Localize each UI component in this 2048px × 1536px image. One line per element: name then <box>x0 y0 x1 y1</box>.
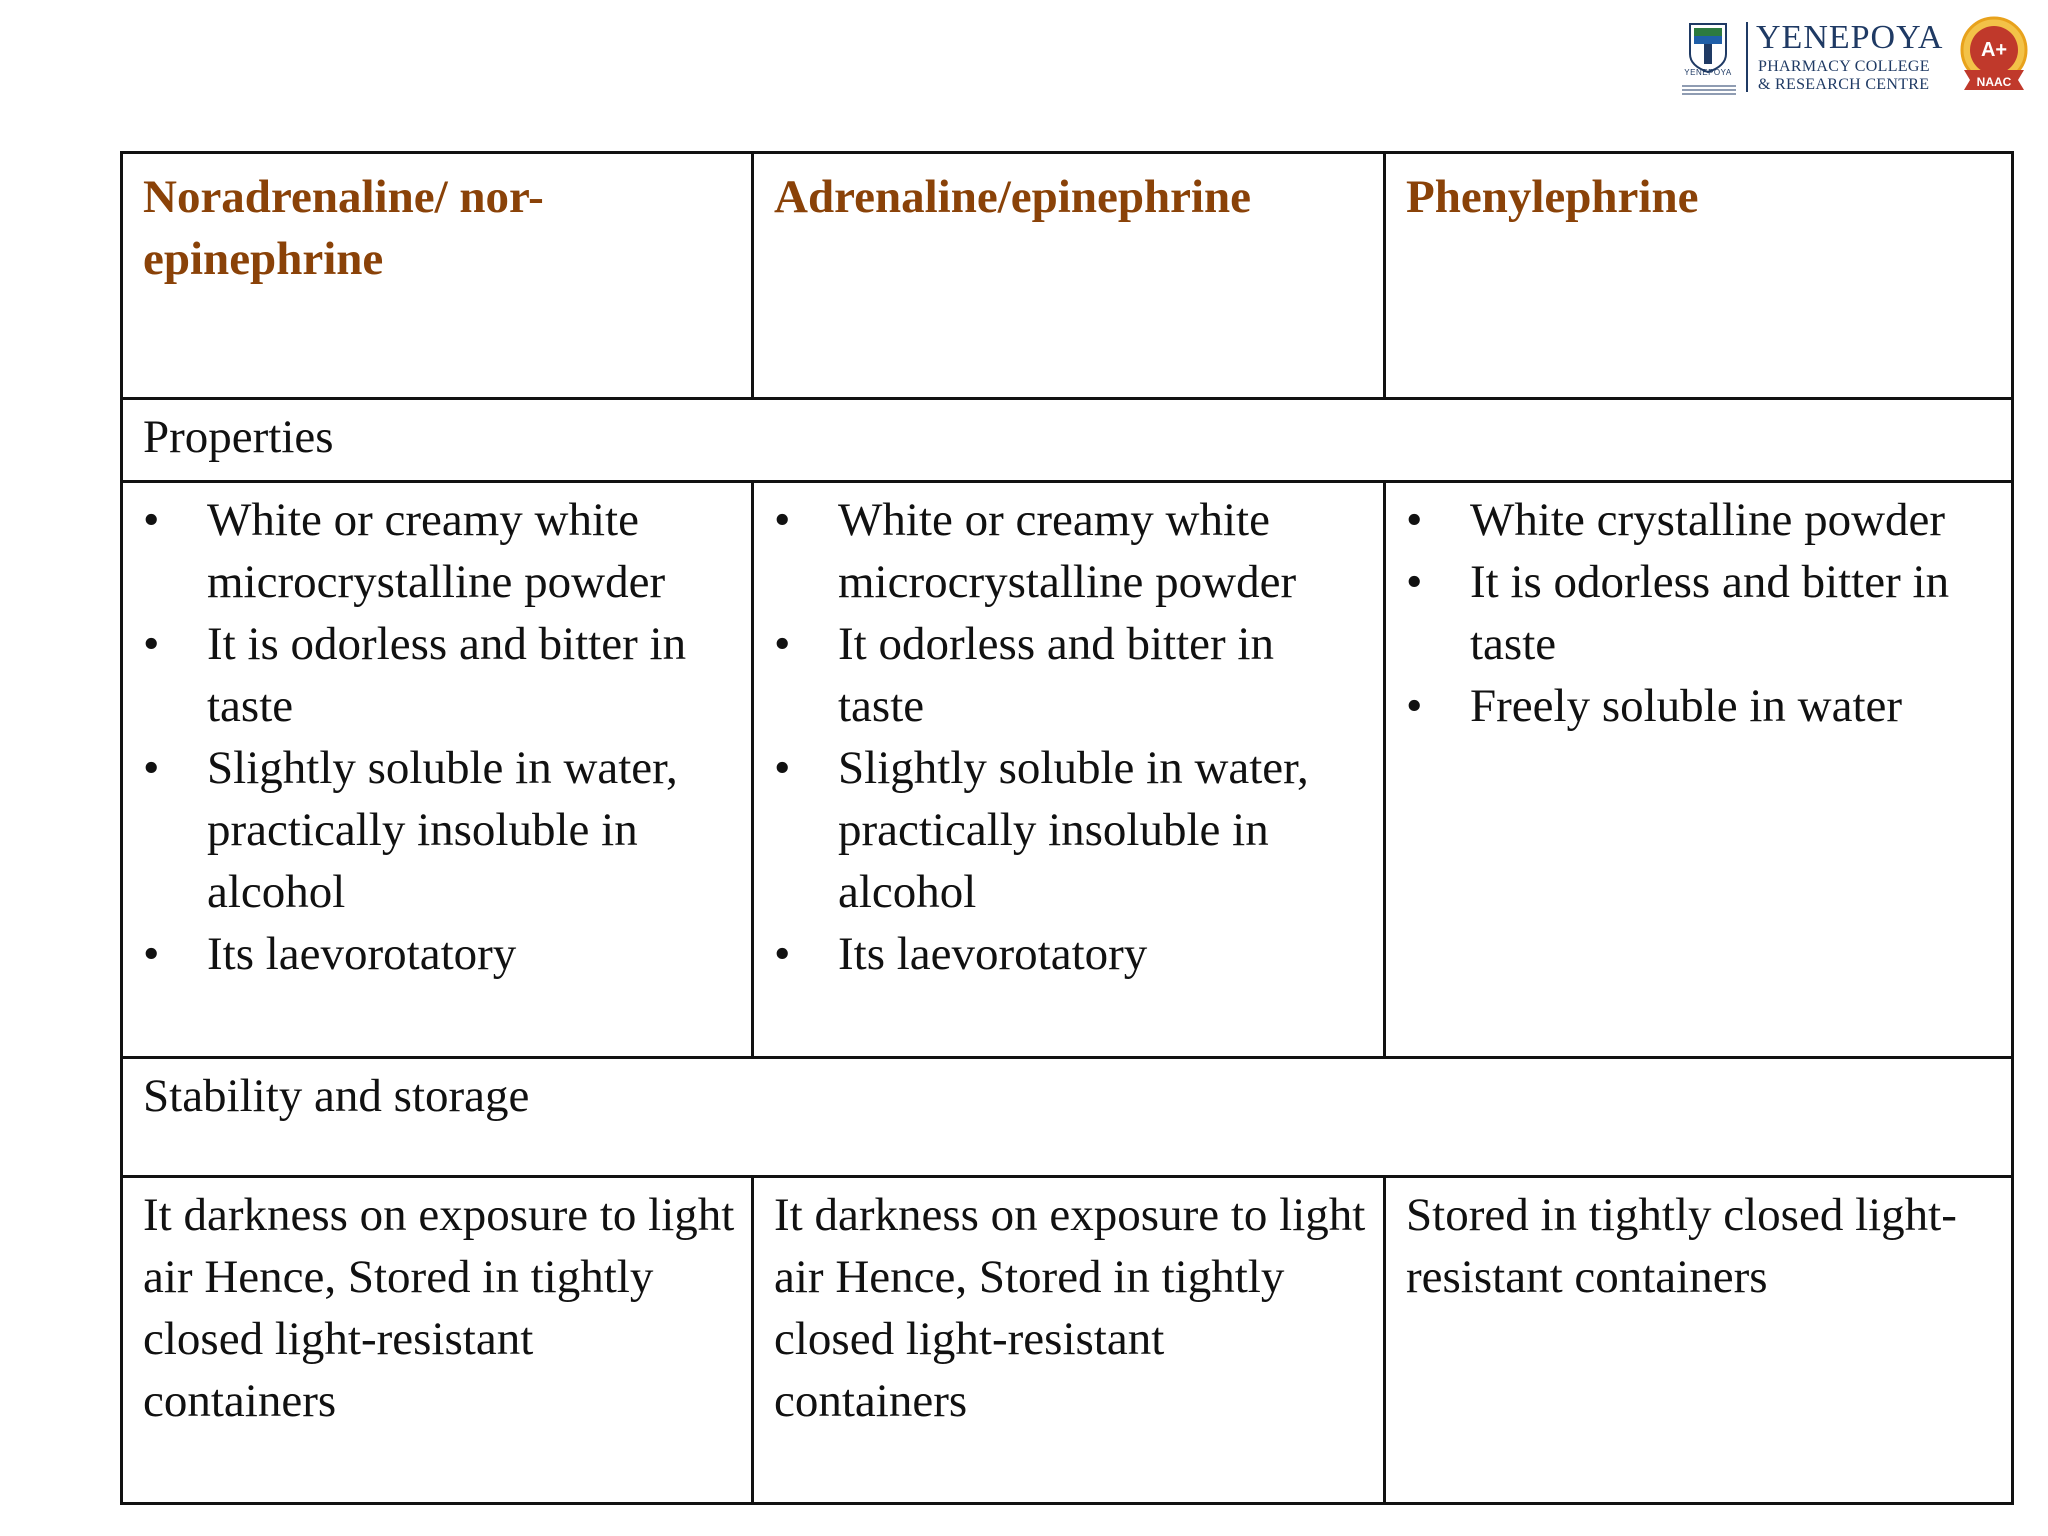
list-item: • It is odorless and bitter in taste <box>1406 551 2001 675</box>
properties-cell-phenylephrine <box>1386 483 2011 1056</box>
section-label-properties: Properties <box>143 411 334 463</box>
logo-name: YENEPOYA <box>1756 19 1944 56</box>
college-logo <box>1676 16 2032 96</box>
properties-list <box>143 489 735 985</box>
stability-cell-phenylephrine: Stored in tightly closed light-resistant containers <box>1406 1189 1957 1303</box>
list-item: • It is odorless and bitter in taste <box>143 613 735 737</box>
list-item: • Freely soluble in water <box>1406 675 2001 737</box>
column-header-adrenaline: Adrenaline/epinephrine <box>774 171 1252 223</box>
list-item: • It odorless and bitter in taste <box>774 613 1367 737</box>
column-header-phenylephrine: Phenylephrine <box>1406 171 1699 223</box>
list-item: • Its laevorotatory <box>774 923 1367 985</box>
list-item: • White or creamy white microcrystalline powder <box>143 489 735 613</box>
logo-divider <box>1746 22 1748 92</box>
stability-cell-adrenaline: It darkness on exposure to light air Hence, Stored in tightly closed light-resistant containers <box>774 1189 1366 1427</box>
properties-list <box>1406 489 2001 737</box>
crest-icon <box>1676 20 1748 96</box>
list-item: • White crystalline powder <box>1406 489 2001 551</box>
section-label-stability: Stability and storage <box>143 1070 530 1122</box>
stability-cell-noradrenaline: It darkness on exposure to light air Hence, Stored in tightly closed light-resistant containers <box>143 1189 735 1427</box>
crest-caption: YENEPOYA <box>1684 68 1732 77</box>
comparison-table <box>120 151 2014 1505</box>
properties-list <box>774 489 1367 985</box>
list-item: • White or creamy white microcrystalline powder <box>774 489 1367 613</box>
list-item: • Its laevorotatory <box>143 923 735 985</box>
properties-cell-noradrenaline <box>123 483 751 1056</box>
list-item: • Slightly soluble in water, practically insoluble in alcohol <box>143 737 735 923</box>
column-header-noradrenaline: Noradrenaline/ nor-epinephrine <box>143 171 544 285</box>
badge-label: NAAC <box>1976 75 2012 89</box>
logo-line-college: PHARMACY COLLEGE <box>1758 58 1930 75</box>
properties-cell-adrenaline <box>754 483 1383 1056</box>
list-item: • Slightly soluble in water, practically insoluble in alcohol <box>774 737 1367 923</box>
badge-grade: A+ <box>1980 39 2008 61</box>
logo-line-centre: & RESEARCH CENTRE <box>1758 76 1930 93</box>
naac-badge-icon <box>1958 16 2030 96</box>
